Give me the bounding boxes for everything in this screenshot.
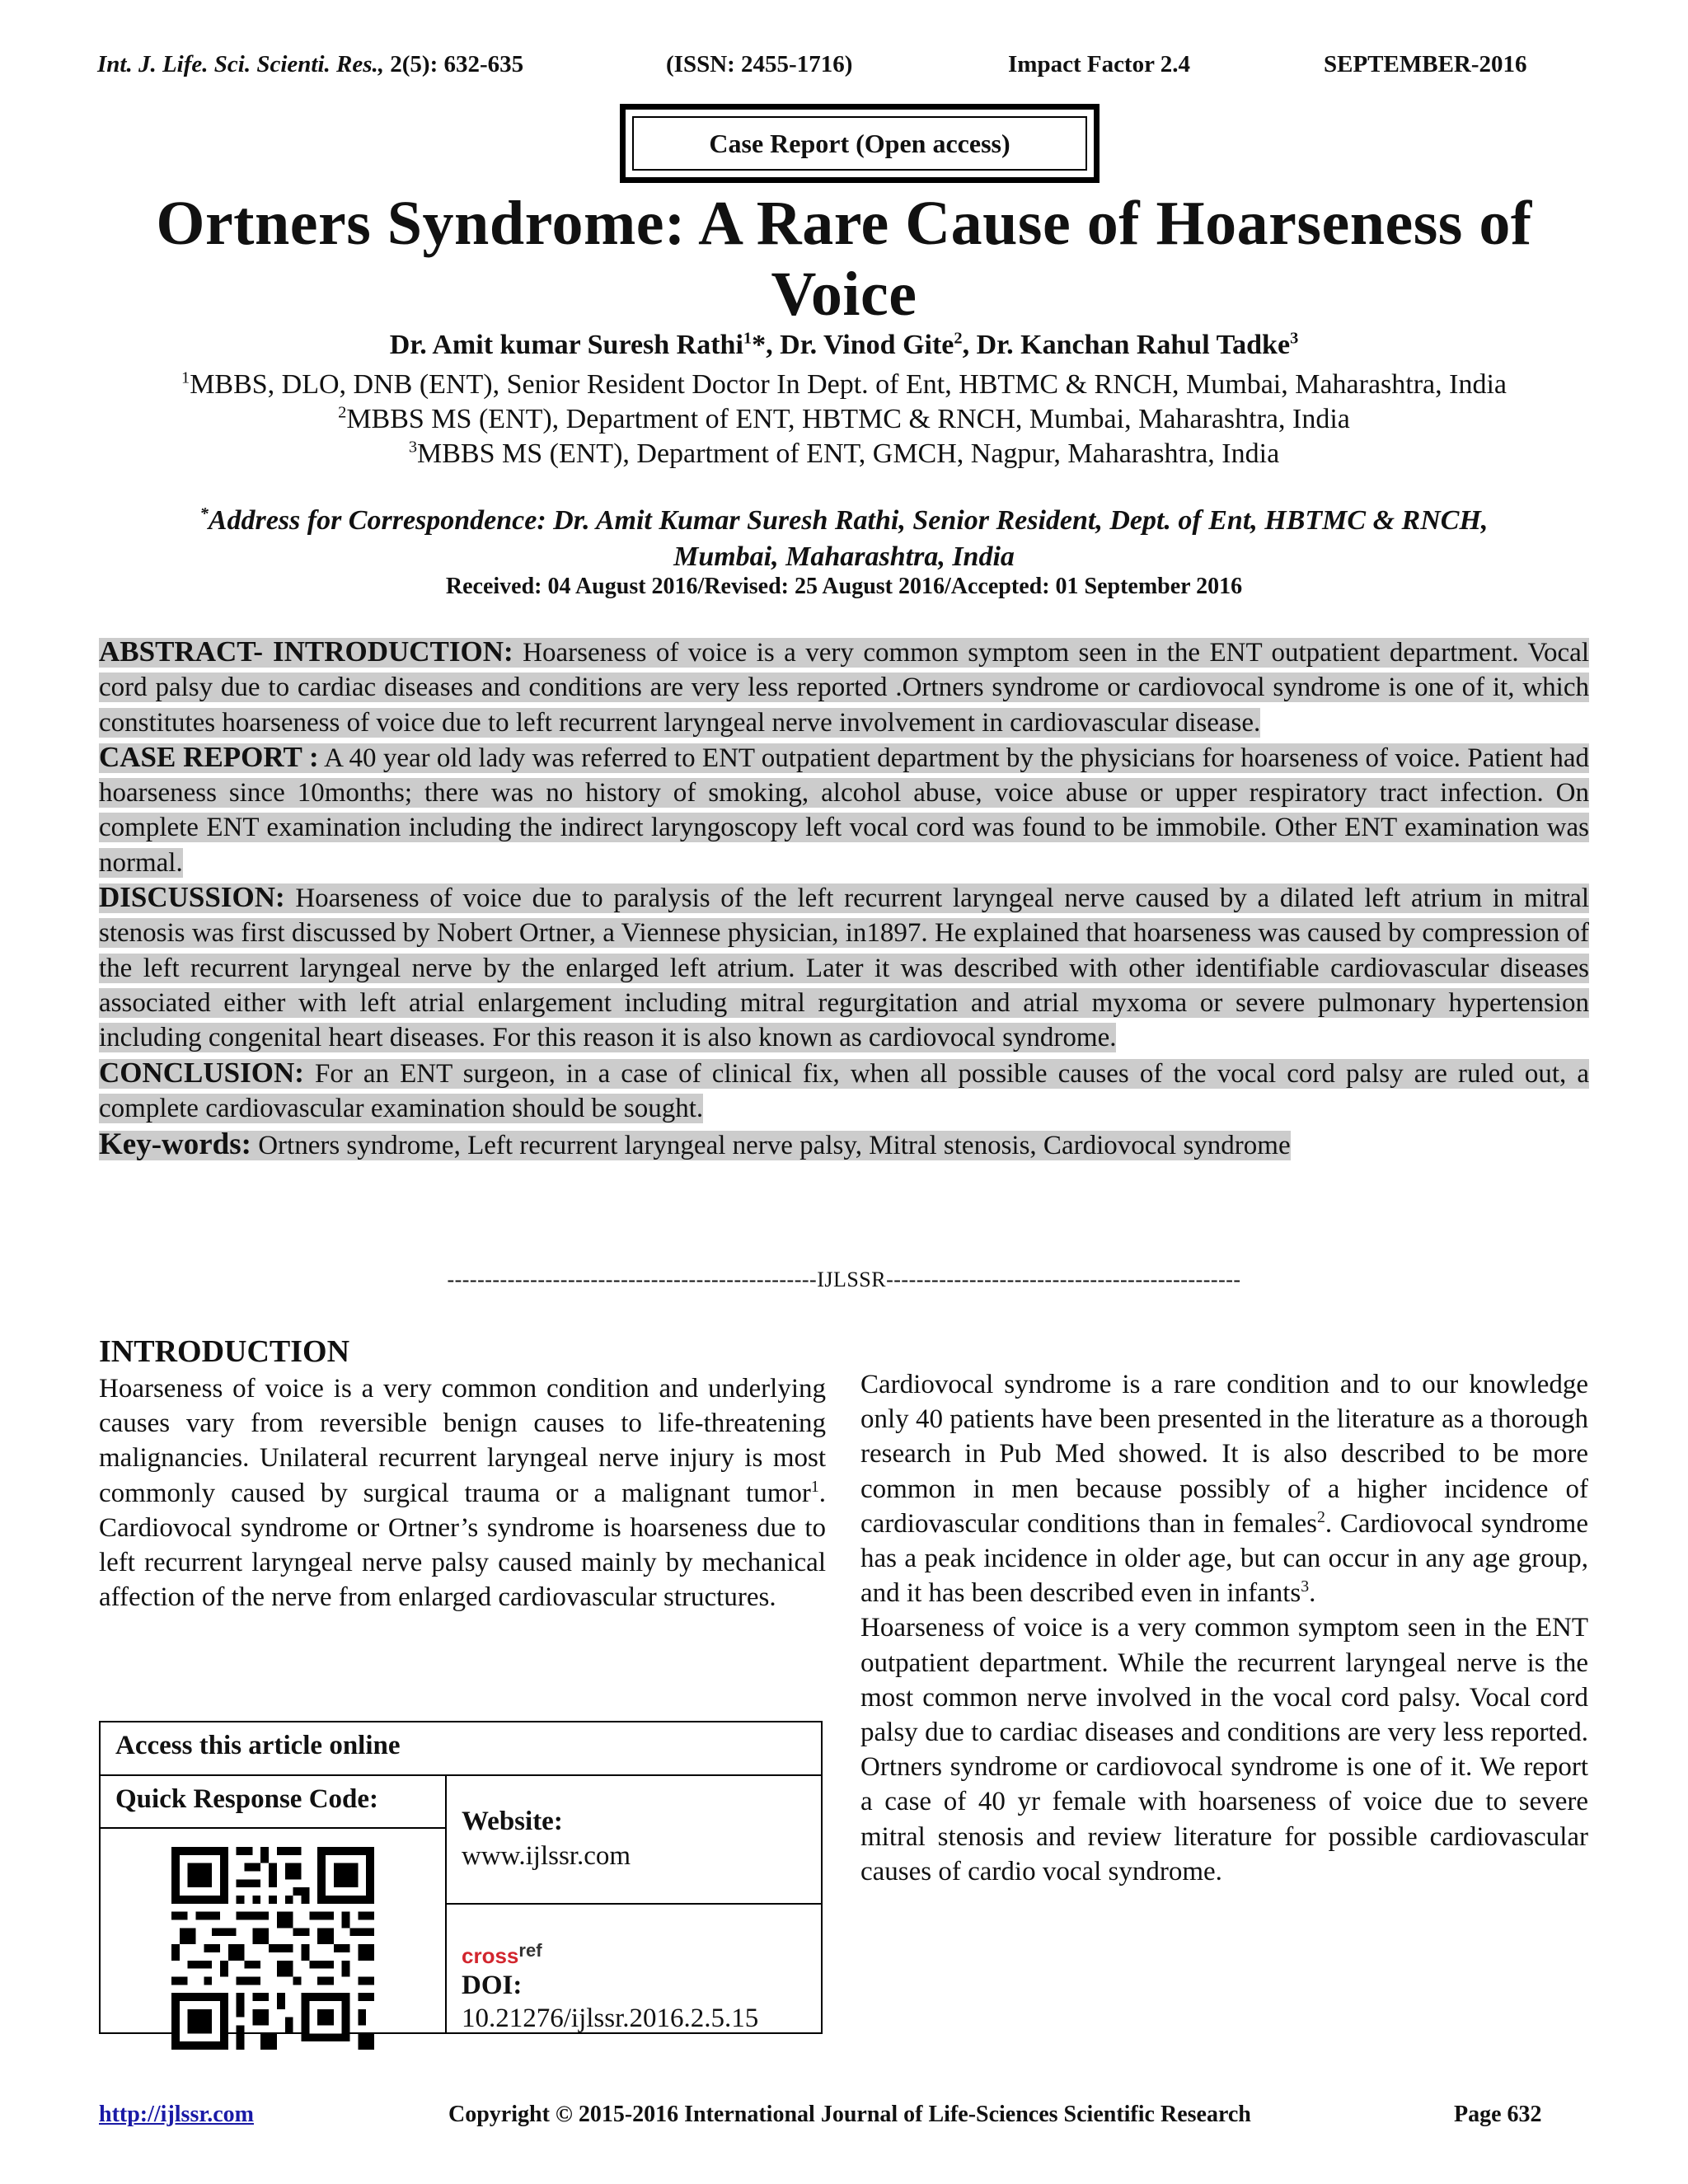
affiliation-mark: 2: [338, 403, 347, 422]
abstract-intro-text: Hoarseness of voice is a very common symptom seen in the ENT outpatient department. Vocal cord palsy due to cardiac diseases and conditions are very less reported .Ortners syndrome or cardiovocal syndrome is one of it, which constitutes hoarseness of voice due to left recurrent laryngeal nerve involvement in cardiovascular disease.: [99, 638, 1589, 738]
paragraph-text: . Cardiovocal syndrome or Ortner’s syndrome is hoarseness due to left recurrent laryngeal nerve palsy caused mainly by mechanical affection of the nerve from enlarged cardiovascular structures.: [99, 1478, 826, 1613]
qr-code-icon[interactable]: [171, 1847, 374, 2050]
affiliation-text: MBBS, DLO, DNB (ENT), Senior Resident Doctor In Dept. of Ent, HBTMC & RNCH, Mumbai, Maharashtra, India: [190, 369, 1507, 400]
crossref-logo-part: ref: [518, 1940, 542, 1961]
article-type-label: Case Report (Open access): [632, 116, 1087, 171]
abstract-conclusion: [99, 1056, 1589, 1127]
abstract-case-label: CASE REPORT :: [99, 740, 319, 773]
issue-date: SEPTEMBER-2016: [1324, 51, 1527, 77]
author-2-affil-mark: 2: [954, 329, 963, 348]
paragraph-text: Cardiovocal syndrome is a rare condition and to our knowledge only 40 patients have been presented in the literature as a thorough research in Pub Med showed. It is also described to be more common in men because possibly of a higher incidence of cardiovascular conditions than in females: [860, 1370, 1588, 1539]
author-1: Dr. Amit kumar Suresh Rathi: [389, 330, 743, 360]
correspondence-address: [49, 503, 1639, 575]
paragraph-text: Hoarseness of voice is a very common condition and underlying causes vary from reversible benign causes to life-threatening malignancies. Unilateral recurrent laryngeal nerve injury is most commonly caused by surgical trauma or a malignant tumor: [99, 1374, 826, 1508]
page-number: Page 632: [1454, 2102, 1542, 2127]
author-2: Dr. Vinod Gite: [780, 330, 954, 360]
access-article-box: [99, 1721, 823, 2034]
website-label: Website:: [462, 1807, 563, 1836]
journal-volume: 2(5): 632-635: [390, 51, 524, 77]
affiliation-text: MBBS MS (ENT), Department of ENT, GMCH, Nagpur, Maharashtra, India: [417, 438, 1280, 469]
affiliation-1: [49, 369, 1639, 401]
crossref-logo-part: cross: [462, 1943, 519, 1968]
citation-ref: 3: [1301, 1577, 1310, 1596]
doi-cell: [447, 1906, 821, 2032]
correspondence-line-2: Mumbai, Maharashtra, India: [673, 541, 1015, 572]
crossref-logo-icon[interactable]: [462, 1940, 806, 1969]
abstract: [99, 635, 1589, 1163]
article-title: [74, 188, 1614, 330]
introduction-left-column: [99, 1371, 826, 1615]
correspondence-mark: *: [199, 504, 209, 523]
abstract-introduction: [99, 635, 1589, 740]
abstract-intro-label: ABSTRACT- INTRODUCTION:: [99, 635, 513, 668]
copyright-notice: Copyright © 2015-2016 International Journal of Life-Sciences Scientific Research: [448, 2102, 1251, 2127]
doi-link[interactable]: 10.21276/ijlssr.2016.2.5.15: [462, 2004, 759, 2033]
introduction-paragraph-2: [860, 1367, 1588, 1610]
introduction-paragraph-1: [99, 1371, 826, 1615]
paragraph-text: .: [1309, 1578, 1316, 1609]
doi-label: DOI:: [462, 1971, 523, 2000]
title-line-2: Voice: [771, 260, 917, 329]
journal-website-link[interactable]: http://ijlssr.com: [99, 2102, 254, 2127]
abstract-conclusion-text: For an ENT surgeon, in a case of clinical fix, when all possible causes of the vocal cord palsy are ruled out, a complete cardiovascular examination should be sought.: [99, 1058, 1589, 1123]
article-type-box: [620, 104, 1100, 183]
author-3: Dr. Kanchan Rahul Tadke: [976, 330, 1291, 360]
citation-ref: 1: [810, 1477, 819, 1496]
abstract-discussion-label: DISCUSSION:: [99, 881, 285, 914]
affiliation-2: [49, 404, 1639, 435]
qr-label: Quick Response Code:: [101, 1776, 445, 1829]
paragraph-text: . Cardiovocal syndrome has a peak incidence in older age, but can occur in any age group, and it has been described even in infants: [860, 1508, 1588, 1609]
affiliation-mark: 3: [408, 438, 418, 457]
website-link[interactable]: www.ijlssr.com: [462, 1841, 631, 1871]
correspondence-line-1: [49, 503, 1639, 539]
abstract-discussion: [99, 880, 1589, 1055]
impact-factor: Impact Factor 2.4: [1008, 51, 1190, 77]
affiliation-3: [49, 438, 1639, 470]
author-list: [49, 330, 1639, 361]
title-line-1: Ortners Syndrome: A Rare Cause of Hoarseness of: [156, 189, 1532, 258]
abstract-discussion-text: Hoarseness of voice due to paralysis of the left recurrent laryngeal nerve caused by a dilated left atrium in mitral stenosis was first discussed by Nobert Ortner, a Viennese physician, in1897. He explained that hoarseness was caused by compression of the left recurrent laryngeal nerve by the enlarged left atrium. Later it was described with other identifiable cardiovascular diseases associated either with left atrial enlargement including mitral regurgitation and atrial myxoma or severe pulmonary hypertension including congenital heart diseases. For this reason it is also known as cardiovocal syndrome.: [99, 883, 1589, 1053]
journal-name: Int. J. Life. Sci. Scienti. Res.,: [97, 51, 384, 77]
affiliation-mark: 1: [181, 368, 190, 387]
section-divider: -------------------------------------------------IJLSSR-----------------------------------------------: [447, 1268, 1241, 1291]
corresponding-mark: *,: [752, 330, 781, 360]
affiliation-text: MBBS MS (ENT), Department of ENT, HBTMC & RNCH, Mumbai, Maharashtra, India: [346, 404, 1350, 434]
journal-issn: (ISSN: 2455-1716): [666, 51, 853, 77]
author-3-affil-mark: 3: [1290, 329, 1299, 348]
author-separator: ,: [962, 330, 977, 360]
abstract-keywords: [99, 1127, 1589, 1163]
citation-ref: 2: [1316, 1507, 1325, 1526]
abstract-case-text: A 40 year old lady was referred to ENT outpatient department by the physicians for hoarseness of voice. Patient had hoarseness since 10months; there was no history of smoking, alcohol abuse, voice abuse or upper respiratory tract infection. On complete ENT examination including the indirect laryngoscopy left vocal cord was found to be immobile. Other ENT examination was normal.: [99, 743, 1589, 878]
introduction-heading: INTRODUCTION: [99, 1334, 350, 1369]
abstract-conclusion-label: CONCLUSION:: [99, 1056, 304, 1089]
abstract-case-report: [99, 740, 1589, 880]
website-cell: [447, 1776, 821, 1905]
access-heading: Access this article online: [101, 1722, 821, 1776]
submission-dates: Received: 04 August 2016/Revised: 25 August 2016/Accepted: 01 September 2016: [445, 574, 1243, 599]
introduction-paragraph-3: Hoarseness of voice is a very common symptom seen in the ENT outpatient department. While the recurrent laryngeal nerve is the most common nerve involved in the vocal cord palsy. Vocal cord palsy due to cardiac diseases and conditions are very less reported. Ortners syndrome or cardiovocal syndrome is one of it. We report a case of 40 yr female with hoarseness of voice due to severe mitral stenosis and review literature for possible cardiovascular causes of cardio vocal syndrome.: [860, 1613, 1588, 1886]
introduction-right-column: [860, 1367, 1588, 1889]
journal-citation: [97, 51, 523, 78]
keywords-label: Key-words:: [99, 1127, 251, 1162]
correspondence-text: Address for Correspondence: Dr. Amit Kumar Suresh Rathi, Senior Resident, Dept. of Ent, HBTMC & RNCH,: [208, 505, 1489, 536]
qr-cell: [101, 1776, 447, 2032]
keywords-text: Ortners syndrome, Left recurrent laryngeal nerve palsy, Mitral stenosis, Cardiovocal syndrome: [251, 1131, 1291, 1161]
author-1-affil-mark: 1: [743, 329, 753, 348]
